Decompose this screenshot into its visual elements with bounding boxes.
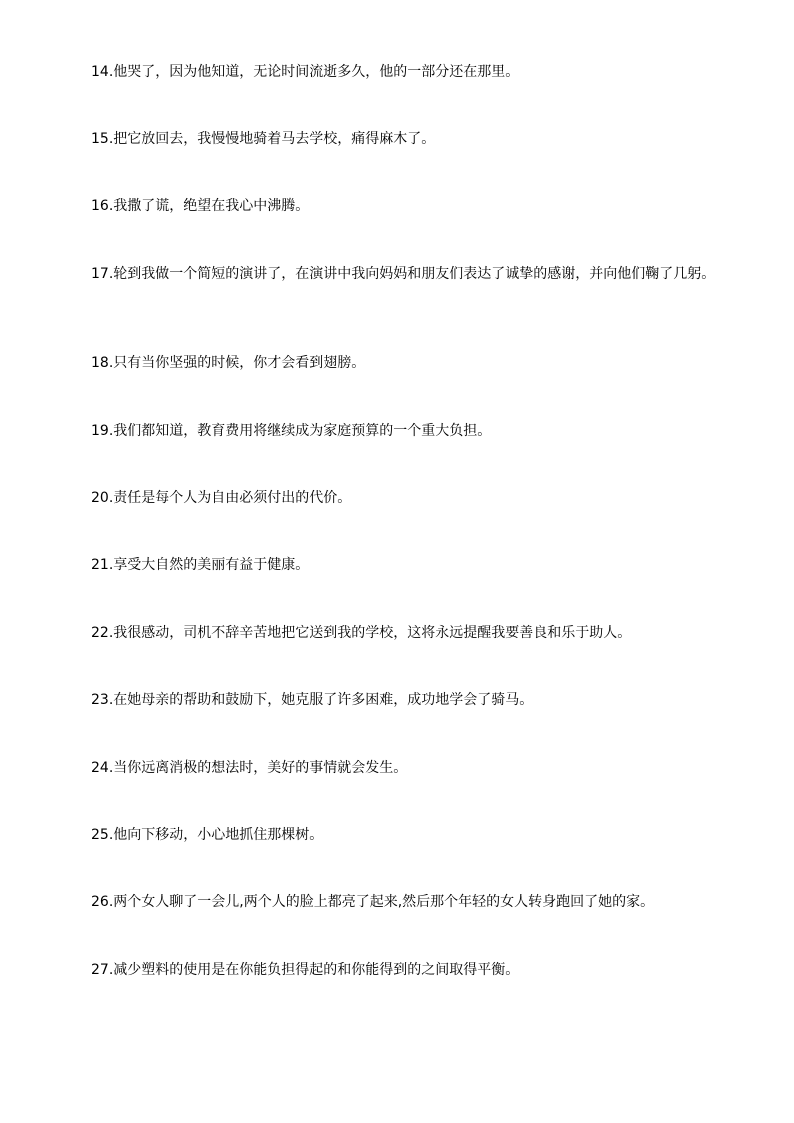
sentence-17: 17.轮到我做一个简短的演讲了，在演讲中我向妈妈和朋友们表达了诚挚的感谢，并向他们鞠了几躬。 [91, 266, 716, 282]
sentence-23: 23.在她母亲的帮助和鼓励下，她克服了许多困难，成功地学会了骑马。 [91, 692, 534, 708]
sentence-15: 15.把它放回去，我慢慢地骑着马去学校，痛得麻木了。 [91, 131, 436, 147]
sentence-20: 20.责任是每个人为自由必须付出的代价。 [91, 490, 352, 506]
sentence-21: 21.享受大自然的美丽有益于健康。 [91, 557, 310, 573]
sentence-22: 22.我很感动，司机不辞辛苦地把它送到我的学校，这将永远提醒我要善良和乐于助人。 [91, 625, 632, 641]
sentence-16: 16.我撒了谎，绝望在我心中沸腾。 [91, 198, 310, 214]
sentence-24: 24.当你远离消极的想法时，美好的事情就会发生。 [91, 760, 408, 776]
sentence-26: 26.两个女人聊了一会儿,两个人的脸上都亮了起来,然后那个年轻的女人转身跑回了她的家。 [91, 894, 655, 910]
sentence-14: 14.他哭了，因为他知道，无论时间流逝多久，他的一部分还在那里。 [91, 64, 520, 80]
sentence-19: 19.我们都知道，教育费用将继续成为家庭预算的一个重大负担。 [91, 423, 492, 439]
sentence-25: 25.他向下移动，小心地抓住那棵树。 [91, 827, 324, 843]
sentence-18: 18.只有当你坚强的时候，你才会看到翅膀。 [91, 355, 366, 371]
sentence-27: 27.减少塑料的使用是在你能负担得起的和你能得到的之间取得平衡。 [91, 962, 520, 978]
